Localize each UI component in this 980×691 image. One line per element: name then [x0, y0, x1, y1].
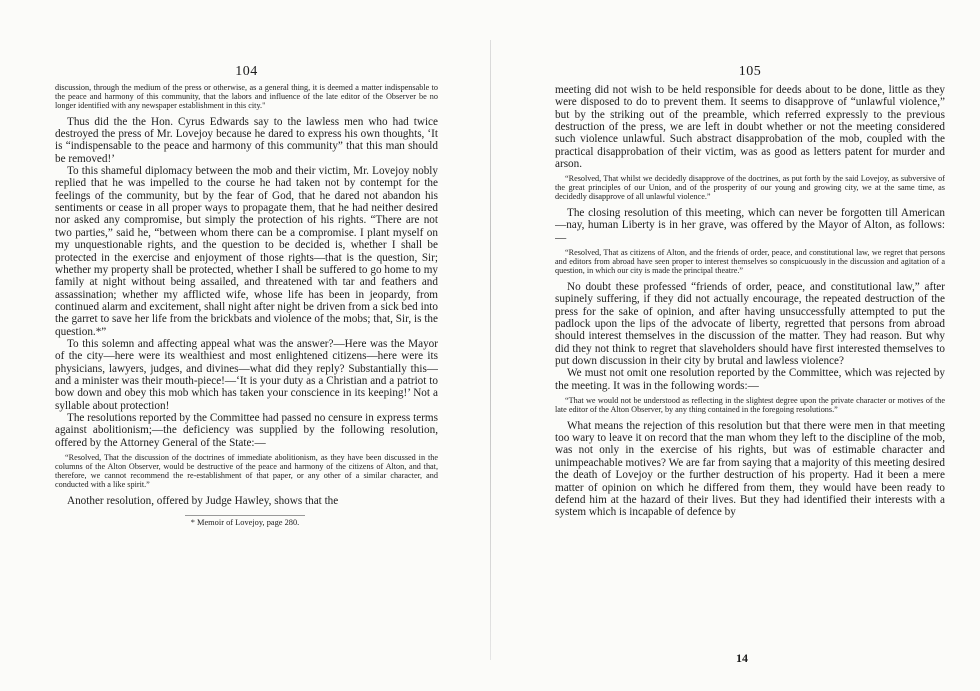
left-paragraph-5: Another resolution, offered by Judge Hawley, shows that the [67, 494, 339, 507]
right-page [555, 0, 945, 691]
left-quote-continued: discussion, through the medium of the press or otherwise, as a general thing, it is deemed a matter indispensable to the peace and harmony of this community, that the labors and influence of the late editor of the Observer be no longer identified with any newspaper establishment in this city." [55, 83, 438, 110]
right-paragraph-2: The closing resolution of this meeting, which can never be forgotten till American—nay, human Liberty is in her grave, was offered by the Mayor of Alton, as follows:— [555, 207, 945, 244]
left-footnote: * Memoir of Lovejoy, page 280. [185, 515, 305, 527]
left-paragraph-4: The resolutions reported by the Committee had passed no censure in express terms against abolitionism;—the deficiency was supplied by the following resolution, offered by the Attorney General of the State:— [55, 411, 438, 449]
right-resolution-quote-3: “That we would not be understood as reflecting in the slightest degree upon the private character or motives of the late editor of the Alton Observer, by any thing contained in the foregoing resolutions.” [555, 395, 945, 414]
signature-mark: 14 [736, 651, 748, 665]
book-gutter [490, 40, 491, 660]
right-resolution-quote-2: “Resolved, That as citizens of Alton, and the friends of order, peace, and constitutional law, we regret that persons and editors from abroad have seen proper to interest themselves so conspicuously in the discussion and agitation of a question, in which our city is made the principal theatre.” [555, 248, 945, 275]
right-paragraph-1: meeting did not wish to be held responsible for deeds about to be done, little as they were disposed to do to prevent them. It seems to disapprove of “unlawful violence,” but by the striking out of the preamble, which referred expressly to the previous destruction of the press, we are left in doubt whether or not the meeting considered such violence unlawful. Such abstract disapprobation of the mob, coupled with the practical disapprobation of their victim, was as good as letters patent for murder and arson. [555, 84, 945, 171]
left-paragraph-1: Thus did the the Hon. Cyrus Edwards say to the lawless men who had twice destroyed the press of Mr. Lovejoy because he dared to express his own thoughts, ‘It is “indispensable to the peace and harmony of this community” that this man should be removed!’ [55, 115, 438, 165]
left-page [55, 0, 438, 691]
right-page-number: 105 [738, 64, 762, 79]
right-resolution-quote-1: “Resolved, That whilst we decidedly disapprove of the doctrines, as put forth by the said Lovejoy, as subversive of the great principles of our Union, and of the prosperity of our young and growing city, we at the same time, as decidedly disapprove of all unlawful violence.” [555, 174, 945, 202]
left-paragraph-3: To this solemn and affecting appeal what was the answer?—Here was the Mayor of the city—here were its wealthiest and most enlightened citizens—here were its physicians, lawyers, judges, and divines—what did they reply? Substantially this—and a minister was their mouth-piece!—‘It is your duty as a Christian and a patriot to bow down and obey this mob which has taken your conscience in its keeping!’ Not a syllable about protection! [55, 337, 438, 412]
left-page-number: 104 [235, 64, 258, 79]
right-paragraph-4: We must not omit one resolution reported by the Committee, which was rejected by the meeting. It was in the following words:— [555, 367, 945, 392]
right-paragraph-5: What means the rejection of this resolution but that there were men in that meeting too wary to leave it on record that the man whom they left to the discipline of the mob, was not only in the exercise of his rights, but was of estimable character and unimpeachable motives? We are far from saying that a majority of this meeting desired the death of Lovejoy or the further destruction of his property. Had it been a mere matter of opinion on which he differed from them, they would have been ready to defend him at the hazard of their lives. But they had identified their interests with a system which is incapable of defence by [555, 419, 945, 519]
left-paragraph-2: To this shameful diplomacy between the mob and their victim, Mr. Lovejoy nobly replied that he was impelled to the course he had taken not by contempt for the feelings of the community, but by the fear of God, that he dared not abandon his sentiments or cease in all proper ways to propagate them, that he had neither desired nor asked any compromise, but simply the protection of his rights. “There are not two parties,” said he, “between whom there can be a compromise. I plant myself on my unquestionable rights, and the question to be decided is, whether I shall be protected in the exercise and enjoyment of those rights—that is the question, Sir; whether my property shall be protected, whether I shall be suffered to go home to my family at night without being assailed, and threatened with tar and feathers and assassination; whether my afflicted wife, whose life has been in jeopardy, from continued alarm and excitement, shall night after night be driven from a sick bed into the garret to save her life from the brickbats and violence of the mobs; that, Sir, is the question.*” [55, 165, 438, 338]
left-resolution-quote: “Resolved, That the discussion of the doctrines of immediate abolitionism, as they have been discussed in the columns of the Alton Observer, would be destructive of the peace and harmony of the citizens of Alton, and that, therefore, we cannot recommend the re-establishment of that paper, or any other of a similar character, and conducted with a like spirit.” [55, 453, 438, 489]
right-paragraph-3: No doubt these professed “friends of order, peace, and constitutional law,” after supinely suffering, if they did not actually encourage, the repeated destruction of the press for the sake of opinion, and after having unsuccessfully attempted to put the padlock upon the lips of the advocate of liberty, regretted that persons from abroad should interest themselves in the discussion of the matter. They had reason. But why did they not think to regret that slaveholders should have first interested themselves to put down discussion in their city by brutal and lawless violence? [555, 280, 945, 367]
